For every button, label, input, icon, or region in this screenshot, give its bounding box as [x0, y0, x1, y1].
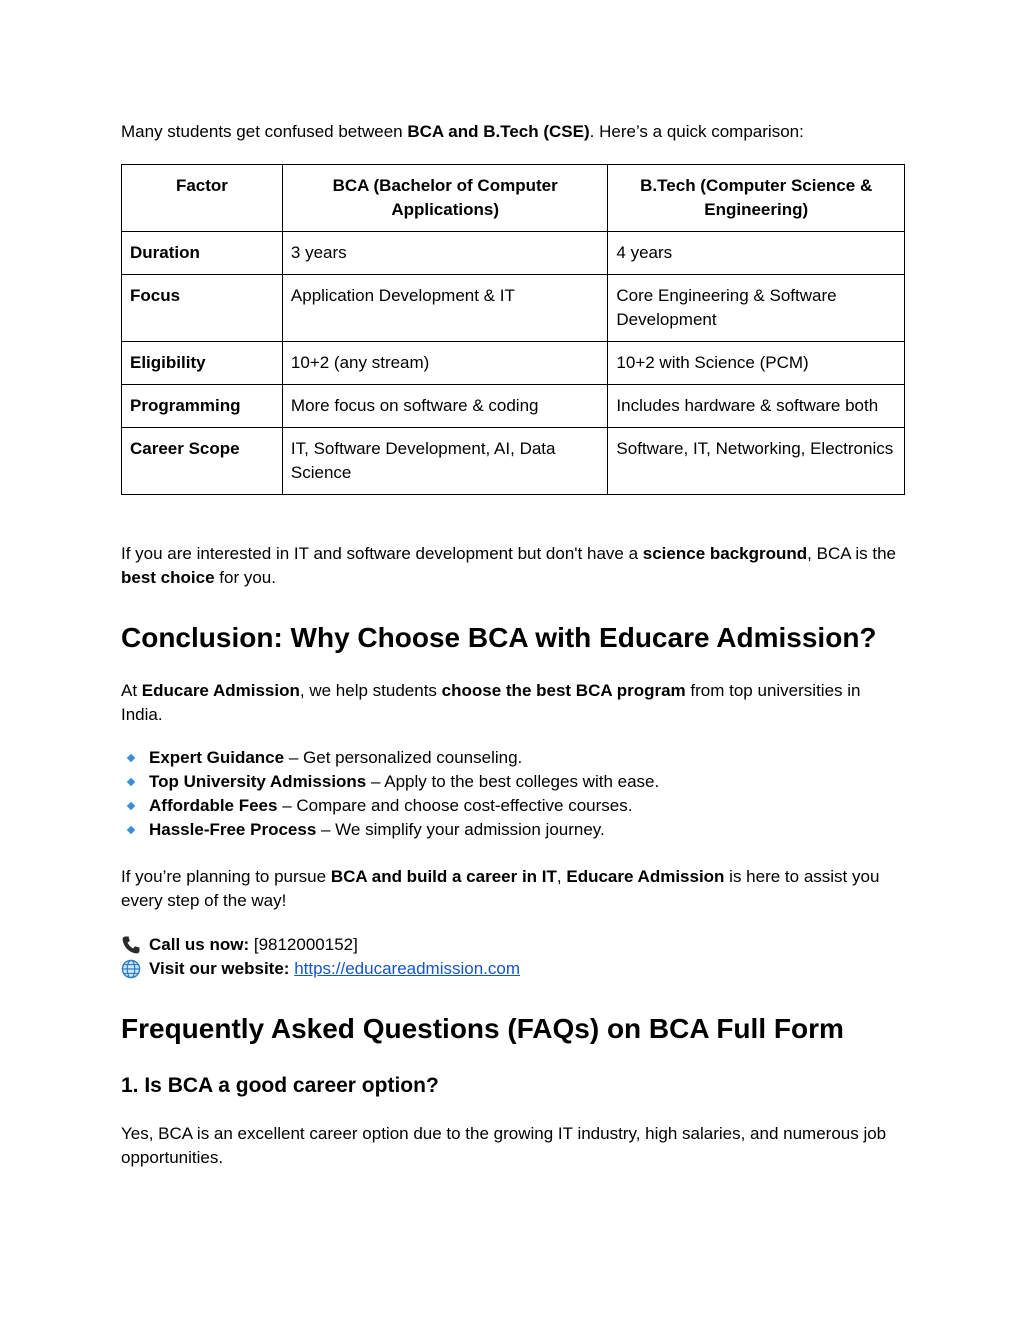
table-row — [122, 232, 905, 275]
website-line: Visit our website: https://educareadmission.com — [121, 957, 905, 981]
phone-icon — [121, 935, 141, 955]
blue-diamond-icon — [127, 778, 135, 786]
table-cell-bca: 10+2 (any stream) — [282, 342, 608, 385]
globe-icon — [121, 959, 141, 979]
table-header-cell: BCA (Bachelor of Computer Applications) — [282, 165, 608, 232]
table-row — [122, 342, 905, 385]
table-cell-factor: Focus — [122, 275, 283, 342]
table-cell-bca: IT, Software Development, AI, Data Science — [282, 428, 608, 495]
comparison-table — [121, 164, 905, 495]
conclusion-heading: Conclusion: Why Choose BCA with Educare Admission? — [121, 622, 877, 653]
table-row — [122, 385, 905, 428]
table-row — [122, 428, 905, 495]
table-cell-factor: Eligibility — [122, 342, 283, 385]
table-cell-bca: More focus on software & coding — [282, 385, 608, 428]
blue-diamond-icon — [127, 802, 135, 810]
call-to-action-paragraph: If you’re planning to pursue BCA and build a career in IT, Educare Admission is here to assist you every step of the way! — [121, 867, 880, 910]
table-header-cell: Factor — [122, 165, 283, 232]
intro-paragraph: Many students get confused between BCA and B.Tech (CSE). Here’s a quick comparison: — [121, 122, 804, 141]
table-cell-btech: Core Engineering & Software Development — [608, 275, 905, 342]
table-cell-bca: 3 years — [282, 232, 608, 275]
contact-block — [121, 933, 905, 981]
blue-diamond-icon — [127, 826, 135, 834]
faq-answer-1: Yes, BCA is an excellent career option due to the growing IT industry, high salaries, and numerous job opportunities. — [121, 1124, 887, 1167]
recommendation-paragraph: If you are interested in IT and software development but don't have a science background, BCA is the best choice for you. — [121, 544, 896, 587]
table-cell-btech: 10+2 with Science (PCM) — [608, 342, 905, 385]
table-cell-factor: Programming — [122, 385, 283, 428]
faq-question-1: 1. Is BCA a good career option? — [121, 1074, 439, 1097]
table-cell-bca: Application Development & IT — [282, 275, 608, 342]
website-link[interactable]: https://educareadmission.com — [294, 959, 521, 978]
table-cell-btech: Includes hardware & software both — [608, 385, 905, 428]
list-item: Expert Guidance – Get personalized counseling. — [121, 746, 659, 770]
educare-intro-paragraph: At Educare Admission, we help students choose the best BCA program from top universities in India. — [121, 681, 861, 724]
table-cell-btech: 4 years — [608, 232, 905, 275]
table-row — [122, 275, 905, 342]
list-item: Hassle-Free Process – We simplify your admission journey. — [121, 818, 659, 842]
table-cell-btech: Software, IT, Networking, Electronics — [608, 428, 905, 495]
call-line: Call us now: [9812000152] — [121, 933, 905, 957]
table-header-cell: B.Tech (Computer Science & Engineering) — [608, 165, 905, 232]
table-header-row — [122, 165, 905, 232]
benefits-list — [121, 746, 659, 842]
faq-heading: Frequently Asked Questions (FAQs) on BCA Full Form — [121, 1013, 844, 1044]
table-cell-factor: Duration — [122, 232, 283, 275]
list-item: Top University Admissions – Apply to the best colleges with ease. — [121, 770, 659, 794]
blue-diamond-icon — [127, 754, 135, 762]
table-cell-factor: Career Scope — [122, 428, 283, 495]
list-item: Affordable Fees – Compare and choose cost-effective courses. — [121, 794, 659, 818]
